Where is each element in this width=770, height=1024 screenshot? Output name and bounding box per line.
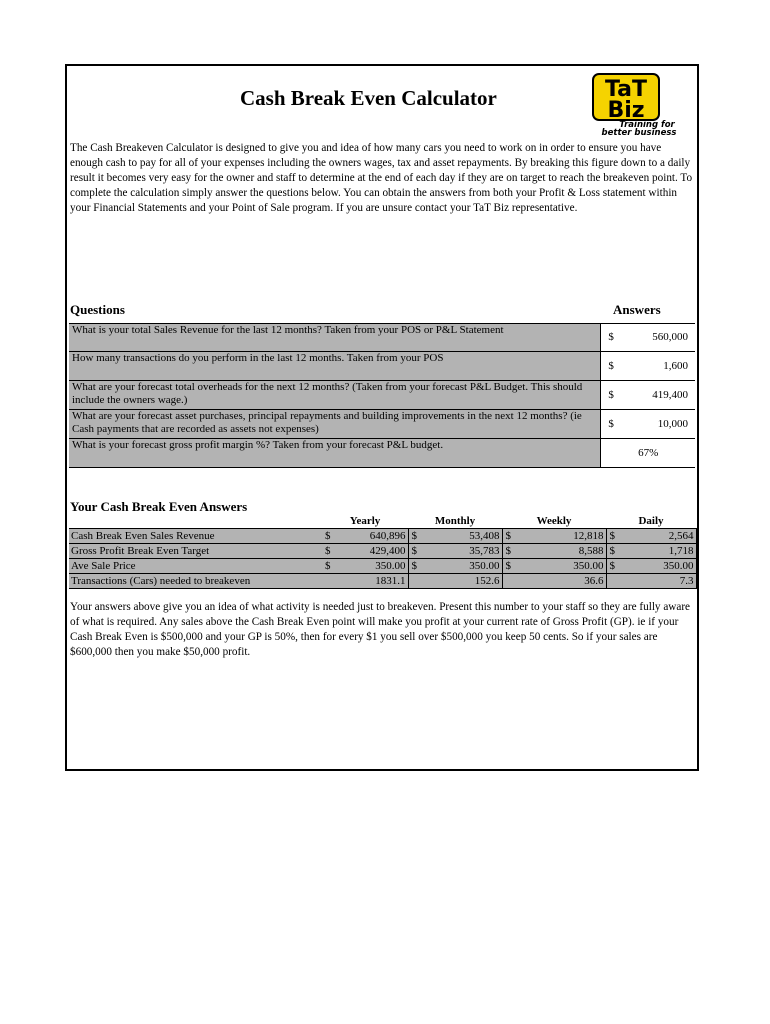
question-row xyxy=(69,439,695,468)
question-row xyxy=(69,410,695,439)
currency-sign xyxy=(502,574,516,589)
yearly-value: 350.00 xyxy=(336,559,408,574)
currency-sign: $ xyxy=(502,559,516,574)
questions-heading: Questions xyxy=(70,302,125,317)
monthly-value: 350.00 xyxy=(422,559,502,574)
weekly-value: 350.00 xyxy=(516,559,606,574)
intro-paragraph: The Cash Breakeven Calculator is designed to give you and idea of how many cars you need to work on in order to ensure you have enough cash to pay for all of your expenses including the owners wages, tax and asset repayments. By breaking this figure down to a daily result it becomes very easy for the owner and staff to determine at the end of each day if they are on target to reach the breakeven point. To complete the calculation simply answer the questions below. You can obtain the answers from both your Profit & Loss statement within your Financial Statements and your Point of Sale program. If you are unsure contact your TaT Biz representative. xyxy=(70,142,693,214)
daily-value: 7.3 xyxy=(620,574,696,589)
question-text: What are your forecast total overheads for the next 12 months? (Taken from your forecast P&L Budget. This should include the owners wage.) xyxy=(69,381,601,410)
daily-value: 2,564 xyxy=(620,529,696,544)
currency-sign xyxy=(408,574,422,589)
question-row xyxy=(69,352,695,381)
currency-sign: $ xyxy=(322,559,336,574)
answer-field[interactable] xyxy=(601,324,695,352)
currency-sign: $ xyxy=(322,529,336,544)
logo-line1: TaT xyxy=(604,77,648,102)
results-row xyxy=(69,544,696,559)
question-text: How many transactions do you perform in the last 12 months. Taken from your POS xyxy=(69,352,601,381)
answer-value: 10,000 xyxy=(657,417,688,430)
results-table xyxy=(69,514,697,589)
currency-sign: $ xyxy=(606,544,620,559)
row-label: Transactions (Cars) needed to breakeven xyxy=(69,574,322,589)
questions-table xyxy=(69,323,695,468)
logo-tagline1: Training for xyxy=(619,120,675,130)
currency-sign: $ xyxy=(408,559,422,574)
row-label: Gross Profit Break Even Target xyxy=(69,544,322,559)
page-title: Cash Break Even Calculator xyxy=(240,86,497,110)
currency-sign: $ xyxy=(322,544,336,559)
results-title: Your Cash Break Even Answers xyxy=(70,499,248,514)
calculator-sheet xyxy=(65,64,699,771)
question-row xyxy=(69,324,695,352)
daily-value: 1,718 xyxy=(620,544,696,559)
answer-field[interactable] xyxy=(601,410,695,439)
results-row xyxy=(69,559,696,574)
col-weekly: Weekly xyxy=(536,515,572,527)
currency-sign: $ xyxy=(408,544,422,559)
question-text: What are your forecast asset purchases, principal repayments and building improvements in the next 12 months? (ie Cash payments that are recorded as assets not expenses) xyxy=(69,410,601,439)
col-daily: Daily xyxy=(638,515,664,527)
col-yearly: Yearly xyxy=(349,515,381,527)
answer-field[interactable] xyxy=(601,381,695,410)
row-label: Ave Sale Price xyxy=(69,559,322,574)
monthly-value: 35,783 xyxy=(422,544,502,559)
yearly-value: 429,400 xyxy=(336,544,408,559)
logo-tagline2: better business xyxy=(601,128,677,136)
currency-sign xyxy=(322,574,336,589)
currency-sign: $ xyxy=(408,529,422,544)
currency-sign xyxy=(606,574,620,589)
yearly-value: 1831.1 xyxy=(336,574,408,589)
answer-value: 560,000 xyxy=(652,331,688,343)
answer-field[interactable] xyxy=(601,352,695,381)
currency-sign: $ xyxy=(502,529,516,544)
results-row xyxy=(69,529,696,544)
daily-value: 350.00 xyxy=(620,559,696,574)
weekly-value: 8,588 xyxy=(516,544,606,559)
yearly-value: 640,896 xyxy=(336,529,408,544)
results-header-row xyxy=(69,514,696,529)
answer-currency: $ xyxy=(608,359,614,372)
monthly-value: 152.6 xyxy=(422,574,502,589)
footer-paragraph: Your answers above give you an idea of what activity is needed just to breakeven. Present this number to your staff so they are fully aware of what is required. Any sales above the Cash Break Even point will make you profit at your current rate of Gross Profit (GP). ie if your Cash Break Even is $500,000 and your GP is 50%, then for every $1 you sell over $500,000 you keep 50 cents. So if your sales are $600,000 then you make $50,000 profit. xyxy=(70,601,691,658)
answer-value: 419,400 xyxy=(652,388,688,401)
answer-currency: $ xyxy=(608,388,614,401)
question-text: What is your total Sales Revenue for the last 12 months? Taken from your POS or P&L Statement xyxy=(69,324,601,352)
tatbiz-logo xyxy=(587,72,679,136)
currency-sign: $ xyxy=(606,529,620,544)
question-text: What is your forecast gross profit margin %? Taken from your forecast P&L budget. xyxy=(69,439,601,468)
answer-currency: $ xyxy=(608,331,614,343)
question-row xyxy=(69,381,695,410)
answer-currency: $ xyxy=(608,417,614,430)
logo-line2: Biz xyxy=(607,98,645,123)
results-row xyxy=(69,574,696,589)
answer-value: 67% xyxy=(638,446,659,459)
answer-field[interactable] xyxy=(601,439,695,468)
currency-sign: $ xyxy=(606,559,620,574)
row-label: Cash Break Even Sales Revenue xyxy=(69,529,322,544)
answer-value: 1,600 xyxy=(663,359,688,372)
monthly-value: 53,408 xyxy=(422,529,502,544)
answers-heading: Answers xyxy=(613,302,661,317)
currency-sign: $ xyxy=(502,544,516,559)
col-monthly: Monthly xyxy=(434,515,476,527)
weekly-value: 36.6 xyxy=(516,574,606,589)
weekly-value: 12,818 xyxy=(516,529,606,544)
